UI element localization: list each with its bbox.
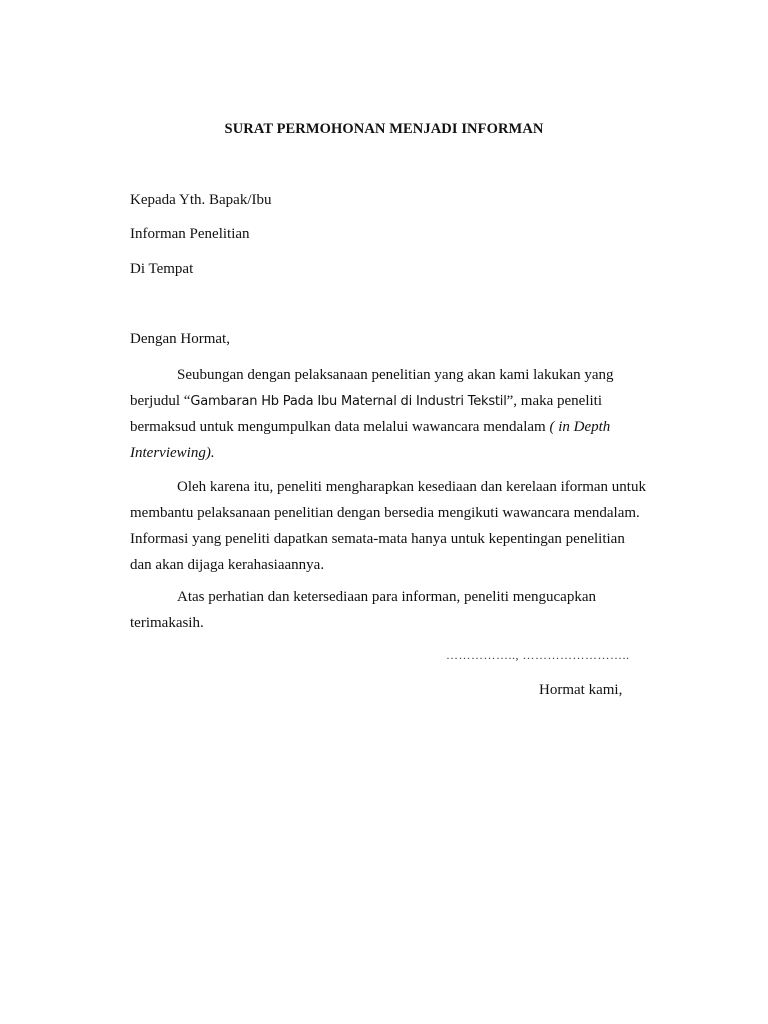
paragraph-2-row-3: Informasi yang peneliti dapatkan semata-mata hanya untuk kepentingan penelitian <box>130 531 625 547</box>
paragraph-1-row-4 <box>130 440 660 466</box>
paragraph-2-row-2: membantu pelaksanaan penelitian dengan bersedia mengikuti wawancara mendalam. <box>130 505 640 521</box>
paragraph-1-row-3 <box>130 414 660 440</box>
recipient-line-3: Di Tempat <box>130 261 194 277</box>
recipient-line-1: Kepada Yth. Bapak/Ibu <box>130 192 272 208</box>
paragraph-2-row-1: Oleh karena itu, peneliti mengharapkan kesediaan dan kerelaan iforman untuk <box>177 479 646 495</box>
paragraph-3 <box>130 584 660 636</box>
recipient-line-2: Informan Penelitian <box>130 226 250 242</box>
salutation: Dengan Hormat, <box>130 331 230 347</box>
paragraph-3-row-2: terimakasih. <box>130 615 204 631</box>
research-title: Gambaran Hb Pada Ibu Maternal di Industri Tekstil <box>190 394 507 409</box>
paragraph-2-row-4: dan akan dijaga kerahasiaannya. <box>130 557 325 573</box>
paragraph-1 <box>130 362 660 466</box>
quote-open: berjudul “ <box>130 393 191 409</box>
paragraph-1-row-2 <box>130 388 660 414</box>
paragraph-1-row-1: Seubungan dengan pelaksanaan penelitian yang akan kami lakukan yang <box>177 367 614 383</box>
paragraph-2 <box>130 474 660 578</box>
method-term-end: Interviewing) <box>130 445 211 461</box>
place-date-line: …………….., …………………….. <box>446 648 630 662</box>
method-term-start: ( in Depth <box>549 419 611 435</box>
closing: Hormat kami, <box>539 682 623 698</box>
quote-close: ”, maka peneliti <box>506 393 603 409</box>
paragraph-1-row-3-text: bermaksud untuk mengumpulkan data melalui wawancara mendalam <box>130 419 550 435</box>
letter-title: SURAT PERMOHONAN MENJADI INFORMAN <box>224 121 544 137</box>
paragraph-1-period: . <box>210 445 215 461</box>
paragraph-3-row-1: Atas perhatian dan ketersediaan para informan, peneliti mengucapkan <box>177 589 596 605</box>
